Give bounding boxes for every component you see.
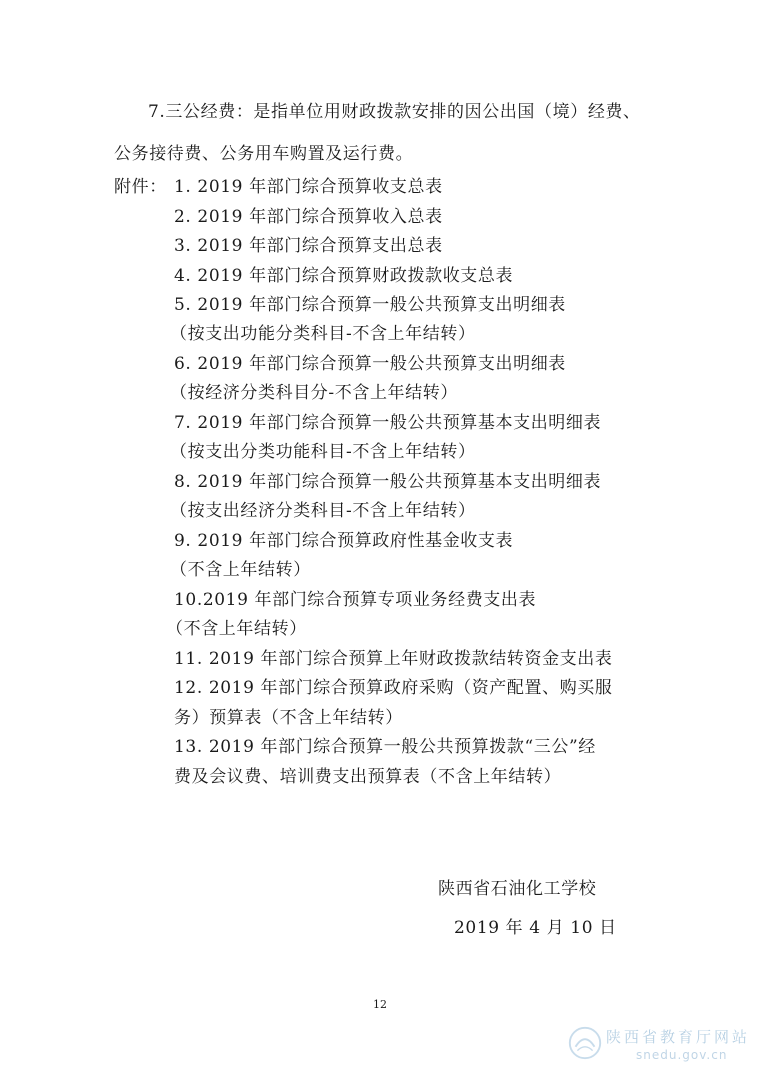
- signature-organization: 陕西省石油化工学校: [438, 879, 597, 899]
- attachment-item: 11. 2019 年部门综合预算上年财政拨款结转资金支出表: [174, 649, 613, 669]
- signature-date: 2019 年 4 月 10 日: [454, 918, 617, 938]
- attachment-item: 4. 2019 年部门综合预算财政拨款收支总表: [174, 266, 514, 286]
- attachment-item-note: （按支出经济分类科目-不含上年结转）: [170, 501, 476, 521]
- watermark-logo-icon: [566, 1024, 604, 1062]
- attachment-item: 1. 2019 年部门综合预算收支总表: [174, 177, 443, 197]
- attachment-item-note: （不含上年结转）: [170, 560, 311, 580]
- attachment-item-note: （按经济分类科目分-不含上年结转）: [170, 383, 458, 403]
- paragraph-line-2: 公务接待费、公务用车购置及运行费。: [114, 144, 414, 164]
- attachment-item-continued: 务）预算表（不含上年结转）: [174, 708, 403, 728]
- attachment-item: 8. 2019 年部门综合预算一般公共预算基本支出明细表: [174, 472, 602, 492]
- attachment-item-note: （按支出分类功能科目-不含上年结转）: [170, 442, 476, 462]
- attachment-item: 12. 2019 年部门综合预算政府采购（资产配置、购买服: [174, 678, 613, 698]
- attachment-item: 10.2019 年部门综合预算专项业务经费支出表: [174, 590, 537, 610]
- attachment-item: 2. 2019 年部门综合预算收入总表: [174, 207, 443, 227]
- watermark-text: 陕西省教育厅网站: [606, 1028, 751, 1046]
- attachment-item: 13. 2019 年部门综合预算一般公共预算拨款“三公”经: [174, 737, 596, 757]
- attachment-item-note: （按支出功能分类科目-不含上年结转）: [170, 324, 476, 344]
- attachment-item: 9. 2019 年部门综合预算政府性基金收支表: [174, 531, 514, 551]
- attachment-item: 6. 2019 年部门综合预算一般公共预算支出明细表: [174, 354, 566, 374]
- watermark-url: snedu.gov.cn: [636, 1048, 728, 1062]
- attachment-item-note: （不含上年结转）: [166, 619, 307, 639]
- attachment-item: 7. 2019 年部门综合预算一般公共预算基本支出明细表: [174, 413, 602, 433]
- attachment-item: 5. 2019 年部门综合预算一般公共预算支出明细表: [174, 295, 566, 315]
- attachment-item-continued: 费及会议费、培训费支出预算表（不含上年结转）: [174, 767, 562, 787]
- attachments-label: 附件：: [114, 177, 167, 197]
- page-number: 12: [373, 998, 387, 1011]
- attachment-item: 3. 2019 年部门综合预算支出总表: [174, 236, 443, 256]
- paragraph-line-1: 7.三公经费：是指单位用财政拨款安排的因公出国（境）经费、: [148, 102, 641, 122]
- site-watermark: [566, 1020, 756, 1070]
